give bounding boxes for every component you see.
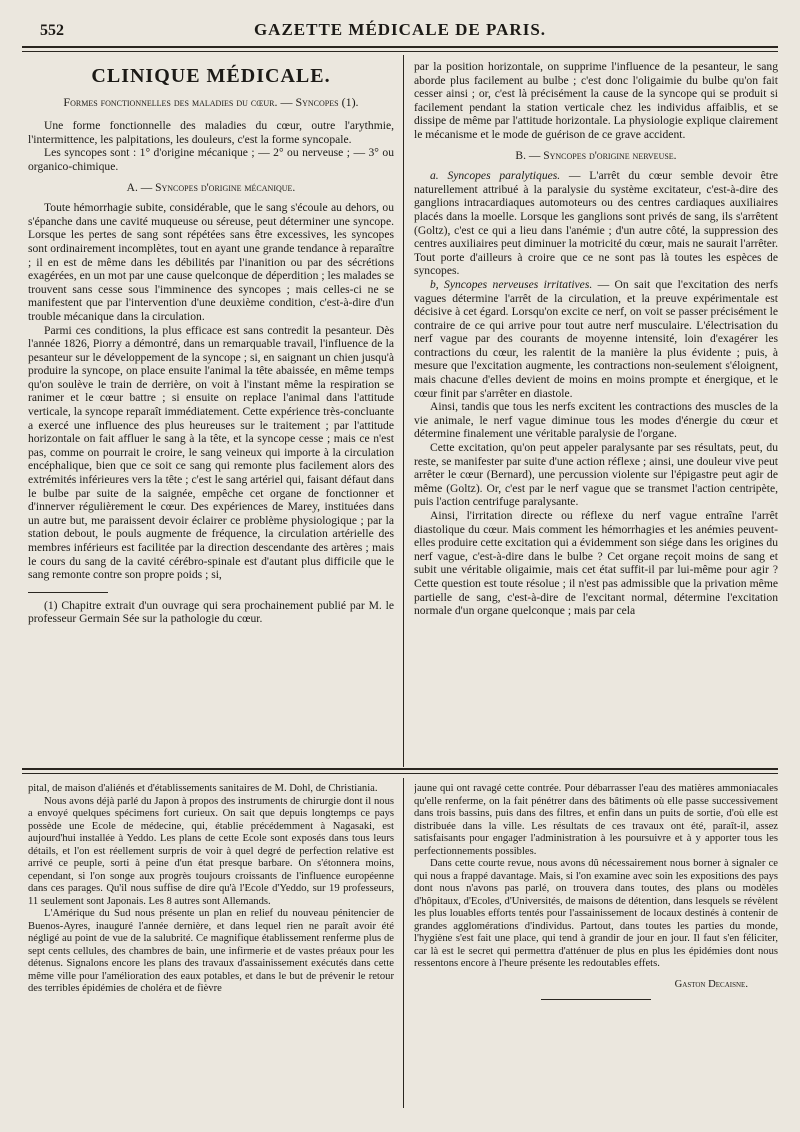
paragraph: Une forme fonctionnelle des maladies du cœur, outre l'arythmie, l'intermittence, les palpitations, les douleurs, c'est la forme syncopale.: [28, 119, 394, 146]
footnote: (1) Chapitre extrait d'un ouvrage qui sera prochainement publié par M. le professeur Germain Sée sur la pathologie du cœur.: [28, 598, 394, 626]
feuilleton-column-left: [28, 783, 394, 1103]
paragraph: L'Amérique du Sud nous présente un plan en relief du nouveau pénitencier de Buenos-Ayres, inauguré l'année dernière, et dans lequel rien ne paraît avoir été négligé au point de vue de la salubrité. Ce magnifique établissement renferme plus de sept cents cellules, des chambres de bain, une infirmerie et de vastes préaux pour les détenus. Signalons encore les plans des travaux d'assainissement exécutés dans cette même ville pour l'amélioration des eaux potables, et dans le but de prévenir le retour des terribles épidémies de choléra et de fièvre: [28, 908, 394, 994]
column-divider-bottom: [403, 778, 404, 1108]
paragraph: [414, 278, 778, 400]
header-rule: [22, 46, 778, 48]
paragraph: Ainsi, tandis que tous les nerfs excitent les contractions des muscles de la vie animale, le nerf vague diminue tous les modes d'énergie du cœur et détermine finalement une véritable paralysie de l'organe.: [414, 400, 778, 441]
section-divider-rule-thin: [22, 773, 778, 774]
paragraph: Ainsi, l'irritation directe ou réflexe du nerf vague entraîne l'arrêt diastolique du cœur. Mais comment les hémorrhagies et les anémies peuvent-elles produire cette excitation qui a évidemment son siége dans les origines du nerf vague, c'est-à-dire dans le bulbe ? Cet organe reçoit moins de sang et subit une véritable oligaimie, mais cet état suffit-il par lui-même pour agir ? Cette question est toute résolue ; il n'est pas admissible que la privation même partielle de sang, c'est-à-dire de l'excitant normal, détermine l'excitation normale d'un organe quelconque ; mais par cela: [414, 509, 778, 618]
paragraph: Dans cette courte revue, nous avons dû nécessairement nous borner à signaler ce qui nous a frappé davantage. Mais, si l'on examine avec soin les expositions des pays dont nous n'avons pas parlé, on trouvera dans toutes, des plans ou modèles d'hôpitaux, d'Ecoles, d'Universités, de maisons de détention, dans lesquels se révèlent les plus louables efforts tentés pour l'assainissement de locaux destinés à contenir de grandes agglomérations d'individus. Partout, dans toutes les parties du monde, l'hygiène s'est fait une place, qui tend à grandir de jour en jour. Il faut s'en féliciter, car là est le secret qui permettra d'atténuer de plus en plus les épidémies dont nous ressentons encore à l'heure présente les redoutables effets.: [414, 858, 778, 969]
header-rule-thin: [22, 51, 778, 52]
paragraph: [414, 169, 778, 278]
paragraph: Cette excitation, qu'on peut appeler paralysante par ses résultats, peut, du reste, se manifester par suite d'une action réflexe ; ainsi, une douleur vive peut arrêter le cœur (Bernard), une percussion violente sur l'épigastre peut agir de même (Goltz). Or, c'est par le nerf vague que se transmet l'action centripète, puis l'action centrifuge paralysante.: [414, 441, 778, 509]
footnote-rule: [28, 592, 108, 593]
section-divider-rule: [22, 768, 778, 770]
page-number: 552: [40, 22, 64, 39]
article-subtitle: Formes fonctionnelles des maladies du cœur. — Syncopes (1).: [63, 94, 359, 109]
paragraph: par la position horizontale, on supprime l'influence de la pesanteur, le sang aborde plus facilement au bulbe ; c'est donc l'oligaimie du bulbe qu'on fait cesser ainsi ; or, c'est là précisément la cause de la syncope qui se produit si facilement pendant la station verticale chez les individus affaiblis, et se dissipe de même par l'attitude horizontale. La physiologie explique clairement le mécanisme et le mode de guérison de ce grave accident.: [414, 60, 778, 141]
paragraph-text: — L'arrêt du cœur semble devoir être naturellement attribué à la paralysie du système excitateur, c'est-à-dire des ganglions intracardiaques automoteurs ou des centres cardiaques auxiliaires placés dans la moelle. Lorsque les ganglions sont privés de sang, ils s'arrêtent (Goltz), c'est ce qui a lieu dans l'anémie ; d'un autre côté, la suppression des centres auxiliaires peut diminuer la motricité du cœur, mais ne saurait l'arrêter. Tout porte d'ailleurs à croire que ce ne sont pas là toutes les espèces de syncopes.: [414, 169, 778, 278]
paragraph: Toute hémorrhagie subite, considérable, que le sang s'écoule au dehors, ou s'épanche dans une cavité muqueuse ou séreuse, peut déterminer une syncope. Lorsque les pertes de sang sont répétées sans être excessives, les syncopes sont ordinairement incomplètes, tout en ayant une grande tendance à reparaître ; il en est de même dans les débilités par l'inanition ou par des sécrétions exagérées, en un mot par une cause quelconque de déperdition ; les malades se trouvent sans cesse sous l'imminence des syncopes ; mais celles-ci ne se manifestent que par l'intervention d'une deuxième condition, c'est-à-dire d'un trouble mécanique dans la circulation.: [28, 201, 394, 323]
article-column-left: [28, 60, 394, 765]
paragraph-text: — On sait que l'excitation des nerfs vagues détermine l'arrêt de la circulation, et la preuve expérimentale est décisive à cet égard. Lorsqu'on excite ce nerf, on voit se passer précisément le contraire de ce qui arrive pour tout autre nerf musculaire. L'électrisation du nerf vague par des courants de moyenne intensité, loin d'exagérer les contractions du cœur, les ralentit de la manière la plus évidente ; puis, à mesure que l'excitation augmente, les contractions non-seulement s'éloignent, mais chacune d'elles devient de moins en moins prompte et énergique, et le cœur finit par s'arrêter en diastole.: [414, 277, 778, 400]
closing-rule: [541, 999, 651, 1000]
paragraph: Nous avons déjà parlé du Japon à propos des instruments de chirurgie dont il nous a envoyé quelques spécimens fort curieux. On sait que depuis longtemps ce pays possède une Ecole de médecine, qui, établie précédemment à Nagasaki, est aujourd'hui installée à Yeddo. Les plans de cette Ecole sont exposés dans tous leurs détails, et l'on est réellement surpris de voir à quel degré de perfection relative est arrivé ce peuple, sorti à peine d'un état presque barbare. On s'étonnera moins, cependant, si l'on songe aux progrès toujours croissants de l'influence européenne dans ces parages. Qu'il nous suffise de dire qu'à l'Ecole d'Yeddo, sur 19 professeurs, 11 seulement sont Japonais. Les 8 autres sont Allemands.: [28, 795, 394, 907]
paragraph: jaune qui ont ravagé cette contrée. Pour débarrasser l'eau des matières ammoniacales qu'elle renferme, on la fait pénétrer dans des bâtiments où elle passe successivement dans trois bassins, puis dans des filtres, et enfin dans un puits de sortie, d'où elle est distribuée dans la ville. Les résultats de ces travaux ont été, paraît-il, assez satisfaisants pour engager l'administration à les poursuivre et à y apporter tous les perfectionnements possibles.: [414, 783, 778, 857]
subsection-heading-a: A. — Syncopes d'origine mécanique.: [126, 181, 296, 194]
journal-title: GAZETTE MÉDICALE DE PARIS.: [253, 20, 547, 39]
author-signature: Gaston Decaisne.: [674, 978, 748, 990]
section-title: CLINIQUE MÉDICALE.: [91, 65, 331, 87]
paragraph: Parmi ces conditions, la plus efficace est sans contredit la pesanteur. Dès l'année 1826, Piorry a démontré, dans un remarquable travail, l'influence de la pesanteur sur le développement de la syncope ; si, en saignant un chien jusqu'à produire la syncope, on place ensuite l'animal la tête abaissée, en même temps qu'on soulève le train de derrière, on voit à l'instant même la respiration se ranimer et le cœur battre ; si ensuite on replace l'animal dans l'attitude verticale, la syncope reparaît immédiatement. Cette expérience très-concluante a exercé une influence des plus heureuses sur le traitement ; par l'attitude horizontale on fait affluer le sang à la tête, et la syncope cesse ; mais ce n'est pas, comme on pourrait le croire, le sang veineux qui importe à la circulation encéphalique, bien que ce soit ce sang qui remonte plus facilement alors des extrémités inférieures vers la tête ; c'est le sang artériel qui, faisant défaut dans le bulbe par suite de la saignée, empêche cet organe de fonctionner et d'innerver régulièrement le cœur. Des expériences de Marey, instituées dans un autre but, me paraissent devoir éclairer ce problème physiologique ; par la station debout, le pouls augmente de fréquence, la circulation artérielle des membres inférieurs est facilitée par la direction descendante des artères ; mais le cours du sang de la cavité cérébro-spinale est d'autant plus difficile que le sang remonte contre son propre poids ; si,: [28, 323, 394, 582]
paragraph-label: a. Syncopes paralytiques.: [430, 169, 561, 183]
paragraph: Les syncopes sont : 1° d'origine mécanique ; — 2° ou nerveuse ; — 3° ou organico-chimique.: [28, 146, 394, 173]
paragraph: pital, de maison d'aliénés et d'établissements sanitaires de M. Dohl, de Christiania.: [28, 783, 378, 794]
feuilleton-column-right: [414, 783, 778, 1103]
subsection-heading-b: B. — Syncopes d'origine nerveuse.: [515, 149, 677, 162]
article-column-right: [414, 60, 778, 765]
column-divider-top: [403, 55, 404, 767]
paragraph-label: b, Syncopes nerveuses irritatives.: [430, 277, 593, 291]
